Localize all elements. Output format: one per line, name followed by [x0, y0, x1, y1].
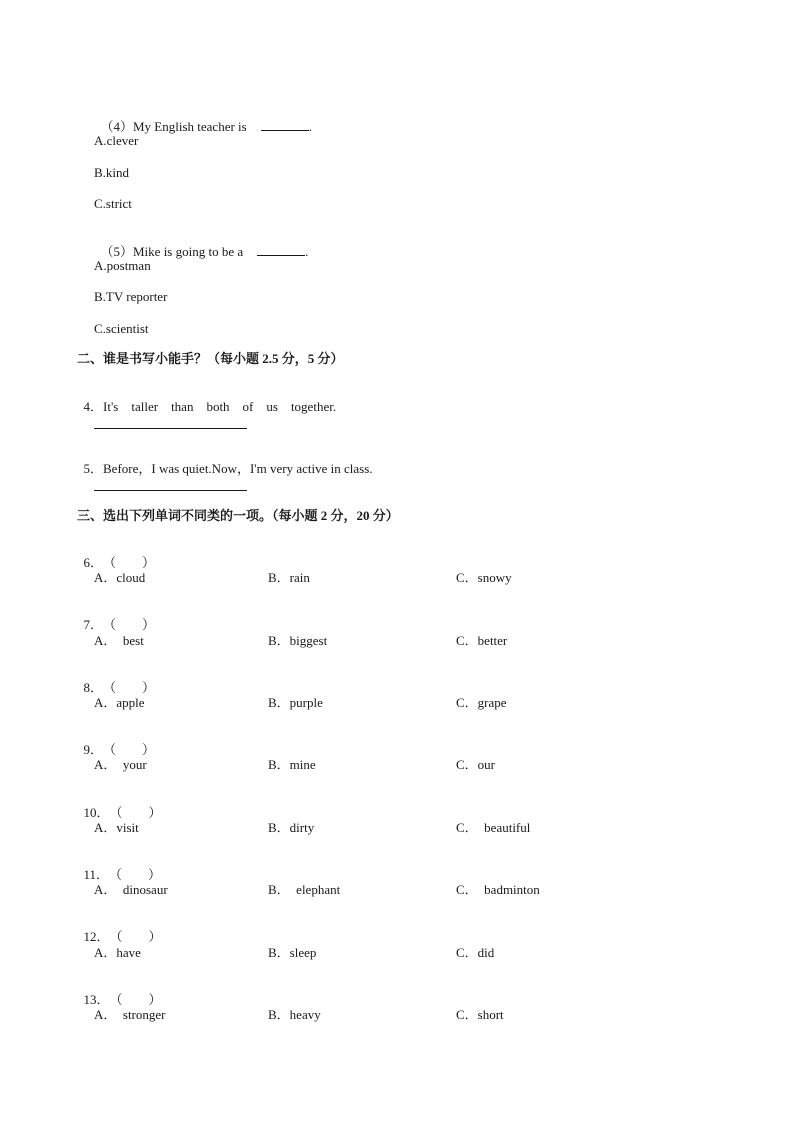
question-8-number: 8．	[83, 680, 104, 695]
question-11-number: 11．	[83, 867, 110, 882]
question-11-option-b: B． elephant	[268, 882, 341, 897]
question-12-option-a: A．have	[94, 945, 141, 960]
question-13-number: 13．	[83, 992, 110, 1007]
question-4-option-c: C.strict	[94, 196, 132, 211]
question-13-answer-paren[interactable]: （ ）	[109, 992, 162, 1007]
writing-item-4-text: It's taller than both of us together.	[103, 399, 337, 414]
question-9-number: 9．	[83, 742, 104, 757]
question-13-option-a: A． stronger	[94, 1007, 166, 1022]
writing-item-4	[77, 383, 336, 415]
question-5-option-c: C.scientist	[94, 321, 149, 336]
question-9-answer-paren[interactable]: （ ）	[103, 742, 156, 757]
question-4-option-b: B.kind	[94, 165, 130, 180]
question-7-option-a: A． best	[94, 633, 144, 648]
question-7-number: 7．	[83, 617, 104, 632]
question-10-option-a: A．visit	[94, 820, 139, 835]
question-12-option-b: B．sleep	[268, 945, 317, 960]
question-10-answer-paren[interactable]: （ ）	[109, 805, 162, 820]
question-9-option-a: A． your	[94, 757, 147, 772]
question-10-number: 10．	[83, 805, 110, 820]
question-10-option-c: C． beautiful	[456, 820, 531, 835]
writing-item-5-number: 5．	[83, 461, 104, 476]
question-9	[77, 726, 155, 758]
question-5-option-b: B.TV reporter	[94, 289, 168, 304]
question-5-text: （5）Mike is going to be a	[100, 244, 244, 259]
question-8	[77, 664, 155, 696]
writing-item-4-answer-line[interactable]	[94, 428, 247, 429]
question-7-option-b: B．biggest	[268, 633, 328, 648]
question-13	[77, 976, 162, 1008]
question-5-suffix: .	[305, 244, 309, 259]
question-12-option-c: C．did	[456, 945, 495, 960]
question-11-option-a: A． dinosaur	[94, 882, 168, 897]
question-10-option-b: B．dirty	[268, 820, 315, 835]
writing-item-5-answer-line[interactable]	[94, 490, 247, 491]
question-6-number: 6．	[83, 555, 104, 570]
question-13-option-c: C．short	[456, 1007, 504, 1022]
writing-item-5	[77, 445, 373, 477]
question-11-option-c: C． badminton	[456, 882, 540, 897]
question-12-number: 12．	[83, 929, 110, 944]
question-4-blank[interactable]	[261, 118, 309, 131]
section-2-heading: 二、谁是书写小能手？（每小题 2.5 分，5 分）	[77, 351, 344, 366]
question-6-option-c: C．snowy	[456, 570, 512, 585]
question-4-suffix: .	[308, 119, 312, 134]
question-10	[77, 789, 162, 821]
question-6-option-a: A．cloud	[94, 570, 146, 585]
question-4-option-a: A.clever	[94, 133, 139, 148]
question-6-answer-paren[interactable]: （ ）	[103, 555, 156, 570]
question-6-option-b: B．rain	[268, 570, 310, 585]
question-12-answer-paren[interactable]: （ ）	[109, 929, 162, 944]
question-5-option-a: A.postman	[94, 258, 151, 273]
question-13-option-b: B．heavy	[268, 1007, 321, 1022]
question-8-option-a: A．apple	[94, 695, 145, 710]
question-12	[77, 913, 162, 945]
question-6	[77, 539, 155, 571]
question-4-prompt	[94, 102, 312, 135]
question-9-option-b: B．mine	[268, 757, 316, 772]
question-8-answer-paren[interactable]: （ ）	[103, 680, 156, 695]
writing-item-4-number: 4．	[83, 399, 104, 414]
question-7	[77, 601, 155, 633]
writing-item-5-text: Before，I was quiet.Now，I'm very active in class.	[103, 461, 373, 476]
question-11	[77, 851, 161, 883]
question-7-option-c: C．better	[456, 633, 508, 648]
question-8-option-b: B．purple	[268, 695, 323, 710]
question-11-answer-paren[interactable]: （ ）	[109, 867, 162, 882]
question-5-blank[interactable]	[257, 243, 305, 256]
question-8-option-c: C．grape	[456, 695, 507, 710]
question-9-option-c: C．our	[456, 757, 496, 772]
section-3-heading: 三、选出下列单词不同类的一项。（每小题 2 分，20 分）	[77, 508, 399, 523]
question-5-prompt	[94, 227, 308, 260]
question-7-answer-paren[interactable]: （ ）	[103, 617, 156, 632]
question-4-text: （4）My English teacher is	[100, 119, 247, 134]
